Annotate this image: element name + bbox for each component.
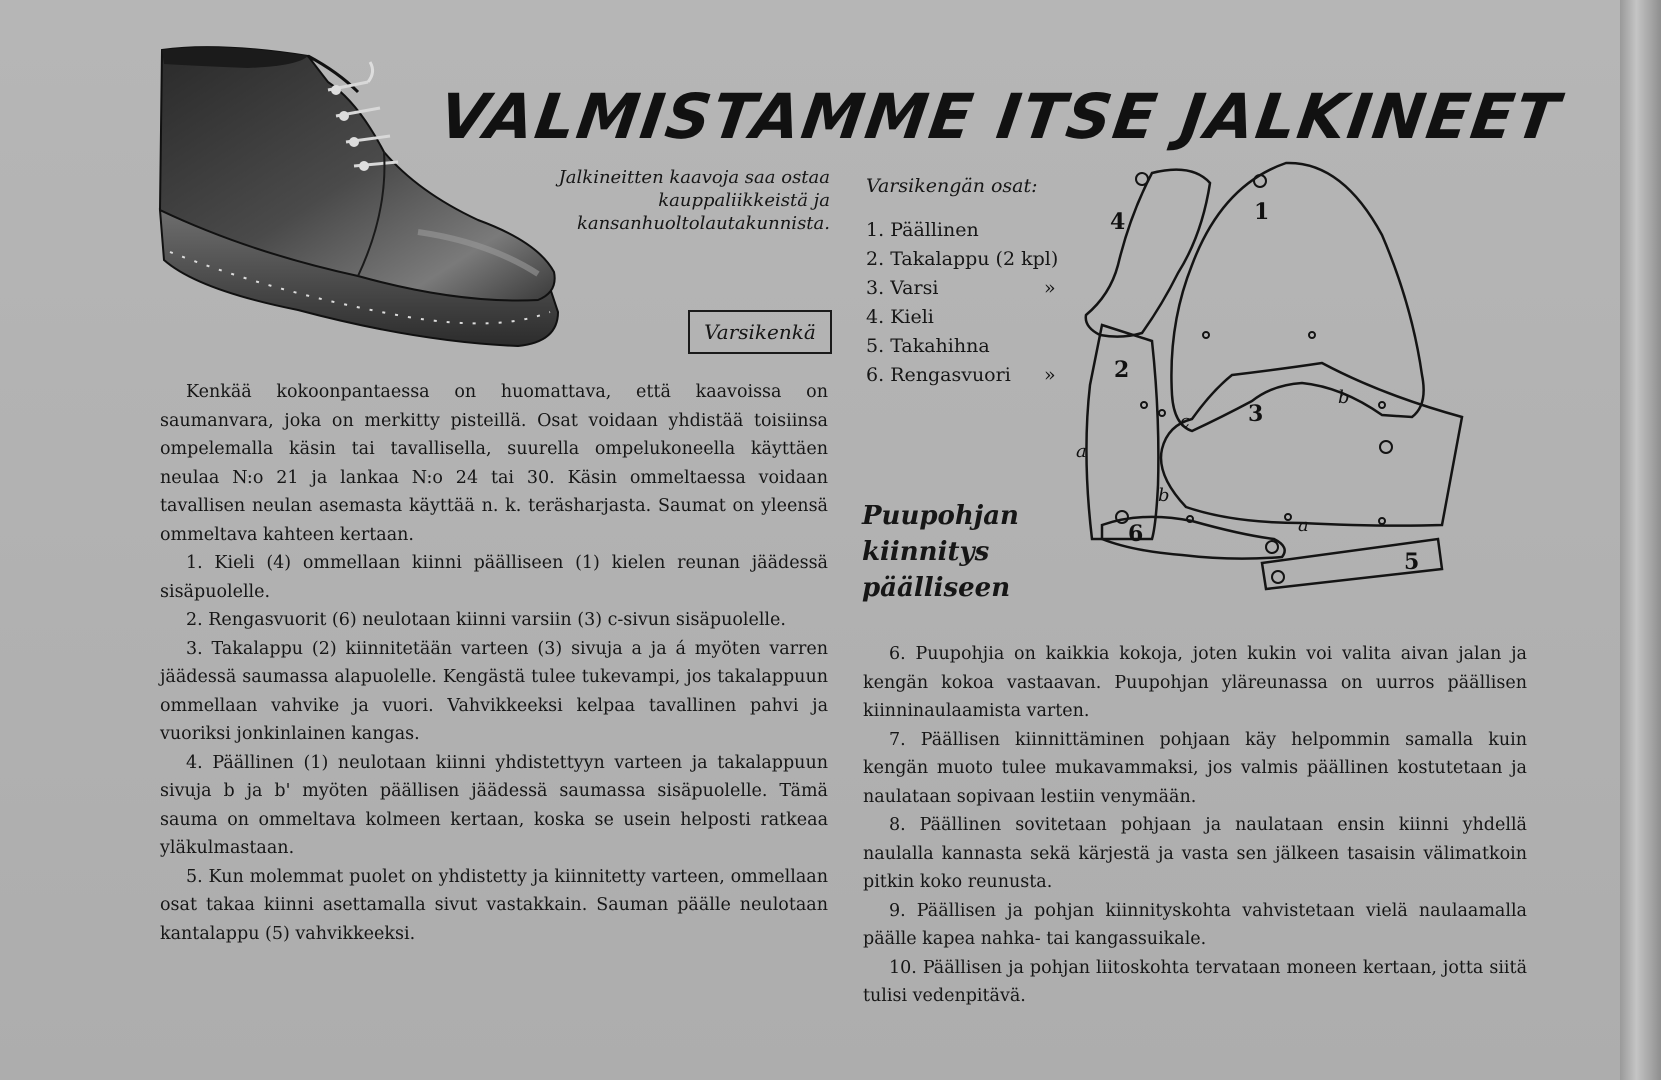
part-name: Päällinen — [890, 219, 979, 241]
seam-label: c — [1180, 411, 1191, 432]
ditto-mark: » — [1044, 364, 1056, 386]
parts-list-item — [866, 303, 1086, 332]
piece-label: 1 — [1254, 199, 1270, 225]
step-paragraph: 4. Päällinen (1) neulotaan kiinni yhdistettyyn varteen ja takalappuun sivuja b ja b' myöten päällisen jäädessä saumassa sisäpuolelle. Tämä sauma on ommeltava kolmeen kertaan, koska se usein helposti ratkeaa yläkulmastaan. — [160, 752, 828, 858]
step-paragraph: 7. Päällisen kiinnittäminen pohjaan käy helpommin samalla kuin kengän muoto tulee mukavammaksi, jos valmis päällinen kostutetaan ja naulataan sopivaan lestiin venymään. — [863, 729, 1527, 807]
page-edge — [1620, 0, 1661, 1080]
boot-type-label: Varsikenkä — [688, 310, 832, 354]
parts-list-item — [866, 332, 1086, 361]
pattern-pieces-diagram — [1076, 155, 1532, 645]
parts-list-item — [866, 216, 1086, 245]
part-number: 2. — [866, 248, 885, 270]
piece-label: 5 — [1404, 549, 1420, 575]
part-number: 1. — [866, 219, 885, 241]
part-name: Takalappu (2 kpl) — [890, 248, 1059, 270]
part-name: Rengasvuori — [890, 364, 1011, 386]
piece-label: 6 — [1128, 521, 1144, 547]
part-name: Varsi — [890, 277, 939, 299]
parts-list-title: Varsikengän osat: — [866, 175, 1038, 197]
parts-list-item — [866, 361, 1086, 390]
intro-paragraph: Kenkää kokoonpantaessa on huomattava, että kaavoissa on saumanvara, joka on merkitty pisteillä. Osat voidaan yhdistää toisiinsa ompelemalla käsin tai tavallisella, suurella ompelukoneella käyttäen neulaa N:o 21 ja lankaa N:o 24 tai 30. Käsin ommeltaessa voidaan tavallisen neulan asemasta käyttää n. k. teräsharjasta. Saumat on yleensä ommeltava kahteen kertaan. — [160, 382, 828, 545]
instructions-left-column — [160, 378, 828, 948]
pattern-piece-kieli — [1086, 170, 1210, 337]
seam-label: b — [1158, 485, 1170, 506]
pattern-source-note: Jalkineitten kaavoja saa ostaa kauppaliikkeistä ja kansanhuoltolautakunnista. — [558, 167, 830, 234]
part-number: 3. — [866, 277, 885, 299]
part-number: 6. — [866, 364, 885, 386]
parts-list-item — [866, 274, 1086, 303]
seam-label: a — [1076, 441, 1087, 462]
step-paragraph: 1. Kieli (4) ommellaan kiinni päälliseen (1) kielen reunan jäädessä sisäpuolelle. — [160, 553, 828, 602]
parts-list-item — [866, 245, 1086, 274]
step-paragraph: 2. Rengasvuorit (6) neulotaan kiinni varsiin (3) c-sivun sisäpuolelle. — [186, 610, 786, 630]
page-title: VALMISTAMME ITSE JALKINEET — [434, 80, 1566, 153]
step-paragraph: 5. Kun molemmat puolet on yhdistetty ja kiinnitetty varteen, ommellaan osat takaa kiinni asettamalla sivut vastakkain. Sauman päälle neulotaan kantalappu (5) vahvikkeeksi. — [160, 866, 828, 944]
seam-label: b — [1338, 387, 1350, 408]
piece-label: 2 — [1114, 357, 1130, 383]
part-name: Kieli — [890, 306, 934, 328]
part-number: 5. — [866, 335, 885, 357]
step-paragraph: 9. Päällisen ja pohjan kiinnityskohta vahvistetaan vielä naulaamalla päälle kapea nahka- tai kangassuikale. — [863, 900, 1527, 949]
parts-list — [866, 216, 1086, 390]
piece-label: 3 — [1248, 401, 1264, 427]
piece-label: 4 — [1110, 209, 1126, 235]
step-paragraph: 8. Päällinen sovitetaan pohjaan ja naulataan ensin kiinni yhdellä naulalla kannasta sekä kärjestä ja vasta sen jälkeen tasaisin välimatkoin pitkin koko reunusta. — [863, 815, 1527, 892]
section-subheading: Puupohjan kiinnitys päälliseen — [862, 501, 1019, 603]
seam-label: a — [1298, 515, 1309, 536]
step-paragraph: 10. Päällisen ja pohjan liitoskohta tervataan moneen kertaan, jotta siitä tulisi vedenpitävä. — [863, 957, 1527, 1006]
step-paragraph: 6. Puupohjia on kaikkia kokoja, joten kukin voi valita aivan jalan ja kengän kokoa vastaavan. Puupohjan yläreunassa on uurros päällisen kiinninaulaamista varten. — [863, 644, 1527, 721]
part-name: Takahihna — [890, 335, 990, 357]
part-number: 4. — [866, 306, 885, 328]
instructions-right-column — [863, 640, 1527, 1011]
step-paragraph: 3. Takalappu (2) kiinnitetään varteen (3) sivuja a ja á myöten varren jäädessä saumassa alapuolelle. Kengästä tulee tukevampi, jos takalappuun ommellaan vahvike ja vuori. Vahvikkeeksi kelpaa tavallinen pahvi ja vuoriksi jonkinlainen kangas. — [160, 638, 828, 744]
ditto-mark: » — [1044, 277, 1056, 299]
pattern-piece-varsi — [1161, 363, 1462, 526]
